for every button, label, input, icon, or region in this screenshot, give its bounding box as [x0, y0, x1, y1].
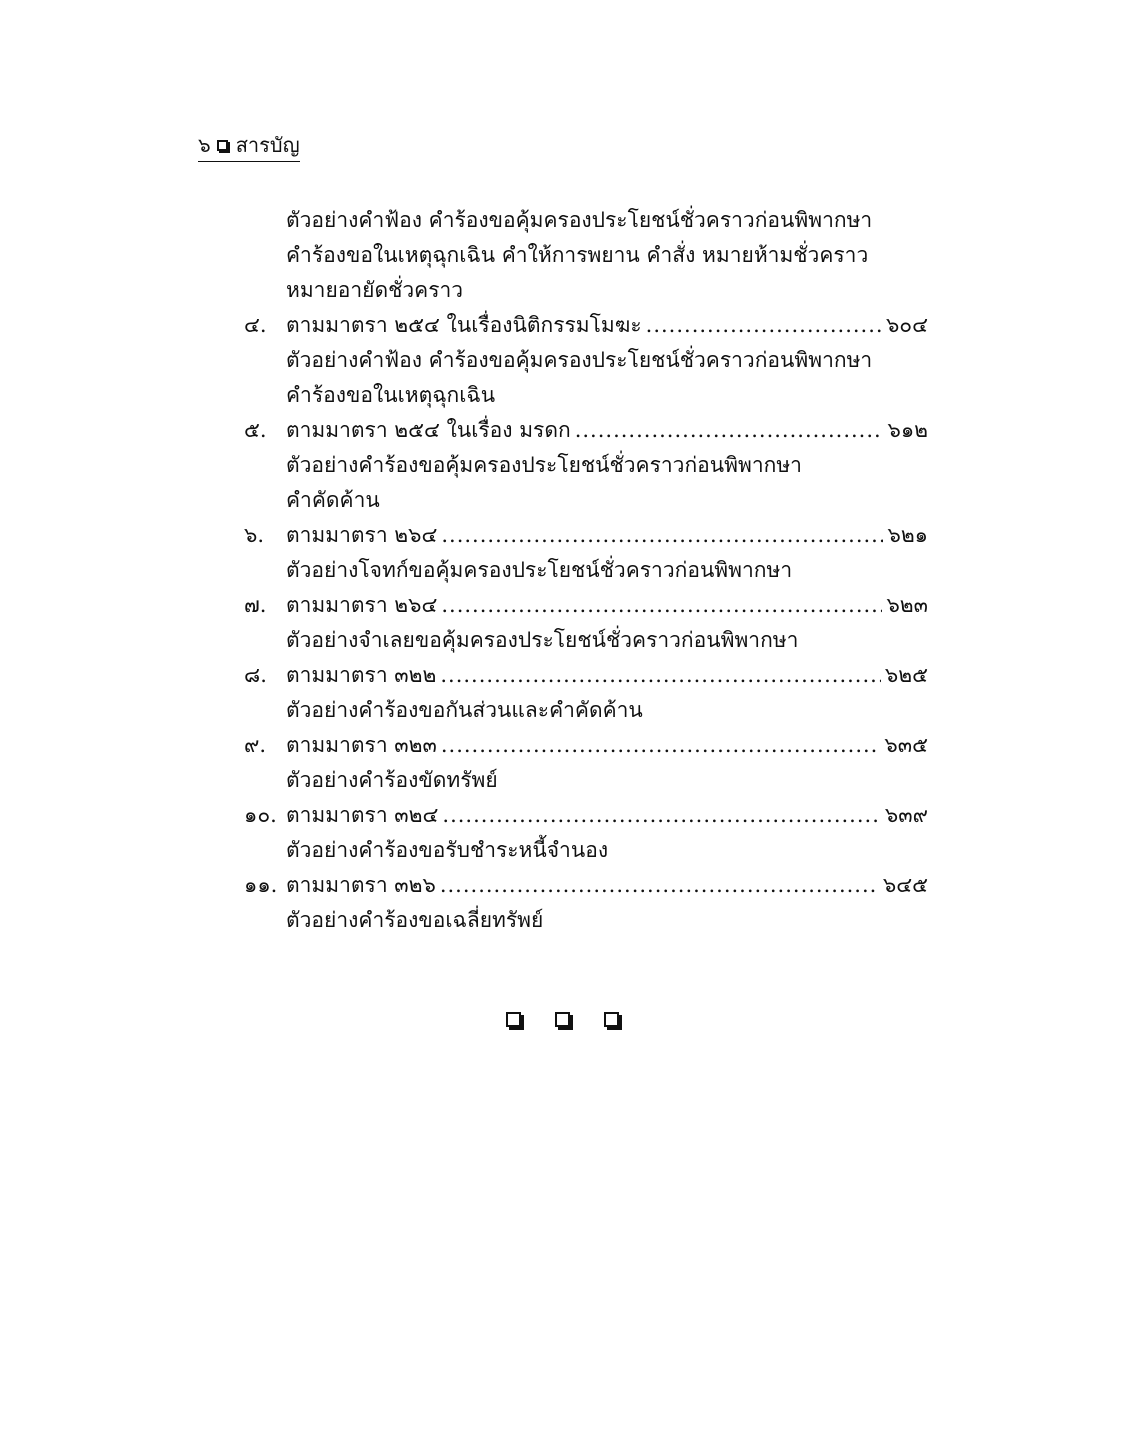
- dot-leader: [646, 308, 882, 343]
- toc-entry-title: ตามมาตรา ๒๕๔ ในเรื่อง มรดก: [286, 418, 571, 442]
- toc-entry-description: ตัวอย่างคำฟ้อง คำร้องขอคุ้มครองประโยชน์ชั่วคราวก่อนพิพากษา: [286, 348, 873, 372]
- box-ornament-icon: [506, 1012, 521, 1027]
- dot-leader: [441, 728, 881, 763]
- toc-entry-number: ๘.: [244, 663, 267, 687]
- toc-entry-page: ๖๒๑: [887, 523, 928, 547]
- header-title: สารบัญ: [235, 133, 300, 157]
- toc-entry: [244, 518, 928, 553]
- box-ornament-icon: [555, 1012, 570, 1027]
- toc-continued-line: ตัวอย่างคำฟ้อง คำร้องขอคุ้มครองประโยชน์ชั่วคราวก่อนพิพากษา: [286, 208, 873, 232]
- toc-entry: [244, 413, 928, 448]
- toc-entry-number: ๗.: [244, 593, 267, 617]
- toc-entry-description: ตัวอย่างคำร้องขอรับชำระหนี้จำนอง: [286, 838, 609, 862]
- toc-entry-page: ๖๒๓: [886, 593, 928, 617]
- toc-entry-page: ๖๓๙: [884, 803, 928, 827]
- toc-entry: [244, 658, 928, 693]
- toc-entries: [244, 308, 928, 938]
- toc-entry-description: ตัวอย่างคำร้องขัดทรัพย์: [286, 768, 498, 792]
- toc-entry-page: ๖๒๕: [884, 663, 928, 687]
- dot-leader: [441, 588, 882, 623]
- toc-entry-description: ตัวอย่างคำร้องขอเฉลี่ยทรัพย์: [286, 908, 544, 932]
- dot-leader: [575, 413, 884, 448]
- toc-entry-number: ๙.: [244, 733, 267, 757]
- toc-entry-number: ๕.: [244, 418, 267, 442]
- dot-leader: [440, 658, 881, 693]
- running-header: [198, 130, 300, 162]
- toc-entry: [244, 728, 928, 763]
- toc-entry-page: ๖๔๕: [882, 873, 928, 897]
- toc-continued-line: หมายอายัดชั่วคราว: [286, 278, 464, 302]
- toc-entry-number: ๑๐.: [244, 803, 277, 827]
- toc-entry-page: ๖๐๔: [885, 313, 928, 337]
- end-of-section-marks: [0, 1012, 1126, 1027]
- toc-entry: [244, 798, 928, 833]
- table-of-contents: [244, 203, 928, 938]
- toc-entry-title: ตามมาตรา ๓๒๓: [286, 733, 437, 757]
- toc-entry-title: ตามมาตรา ๒๖๔: [286, 523, 438, 547]
- toc-entry: [244, 868, 928, 903]
- toc-entry-description: ตัวอย่างจำเลยขอคุ้มครองประโยชน์ชั่วคราวก่อนพิพากษา: [286, 628, 799, 652]
- box-ornament-icon: [604, 1012, 619, 1027]
- toc-entry-title: ตามมาตรา ๓๒๔: [286, 803, 439, 827]
- toc-entry-description: ตัวอย่างโจทก์ขอคุ้มครองประโยชน์ชั่วคราวก่อนพิพากษา: [286, 558, 793, 582]
- toc-entry-page: ๖๑๒: [887, 418, 928, 442]
- toc-entry-description: ตัวอย่างคำร้องขอคุ้มครองประโยชน์ชั่วคราวก่อนพิพากษา: [286, 453, 802, 477]
- toc-entry-number: ๑๑.: [244, 873, 278, 897]
- toc-entry-title: ตามมาตรา ๓๒๖: [286, 873, 436, 897]
- toc-entry-description: คำคัดค้าน: [286, 488, 380, 512]
- box-bullet-icon: [217, 140, 228, 151]
- toc-entry-title: ตามมาตรา ๒๕๔ ในเรื่องนิติกรรมโมฆะ: [286, 313, 642, 337]
- header-page-number: ๖: [198, 133, 211, 157]
- toc-entry-number: ๔.: [244, 313, 267, 337]
- toc-entry-title: ตามมาตรา ๓๒๒: [286, 663, 437, 687]
- dot-leader: [442, 798, 881, 833]
- toc-entry-page: ๖๓๕: [884, 733, 928, 757]
- toc-entry-description: คำร้องขอในเหตุฉุกเฉิน: [286, 383, 496, 407]
- toc-entry: [244, 308, 928, 343]
- toc-continued-line: คำร้องขอในเหตุฉุกเฉิน คำให้การพยาน คำสั่ง หมายห้ามชั่วคราว: [286, 243, 869, 267]
- dot-leader: [441, 518, 883, 553]
- dot-leader: [440, 868, 879, 903]
- toc-entry-title: ตามมาตรา ๒๖๔: [286, 593, 438, 617]
- toc-entry-number: ๖.: [244, 523, 265, 547]
- toc-entry: [244, 588, 928, 623]
- toc-entry-description: ตัวอย่างคำร้องขอกันส่วนและคำคัดค้าน: [286, 698, 643, 722]
